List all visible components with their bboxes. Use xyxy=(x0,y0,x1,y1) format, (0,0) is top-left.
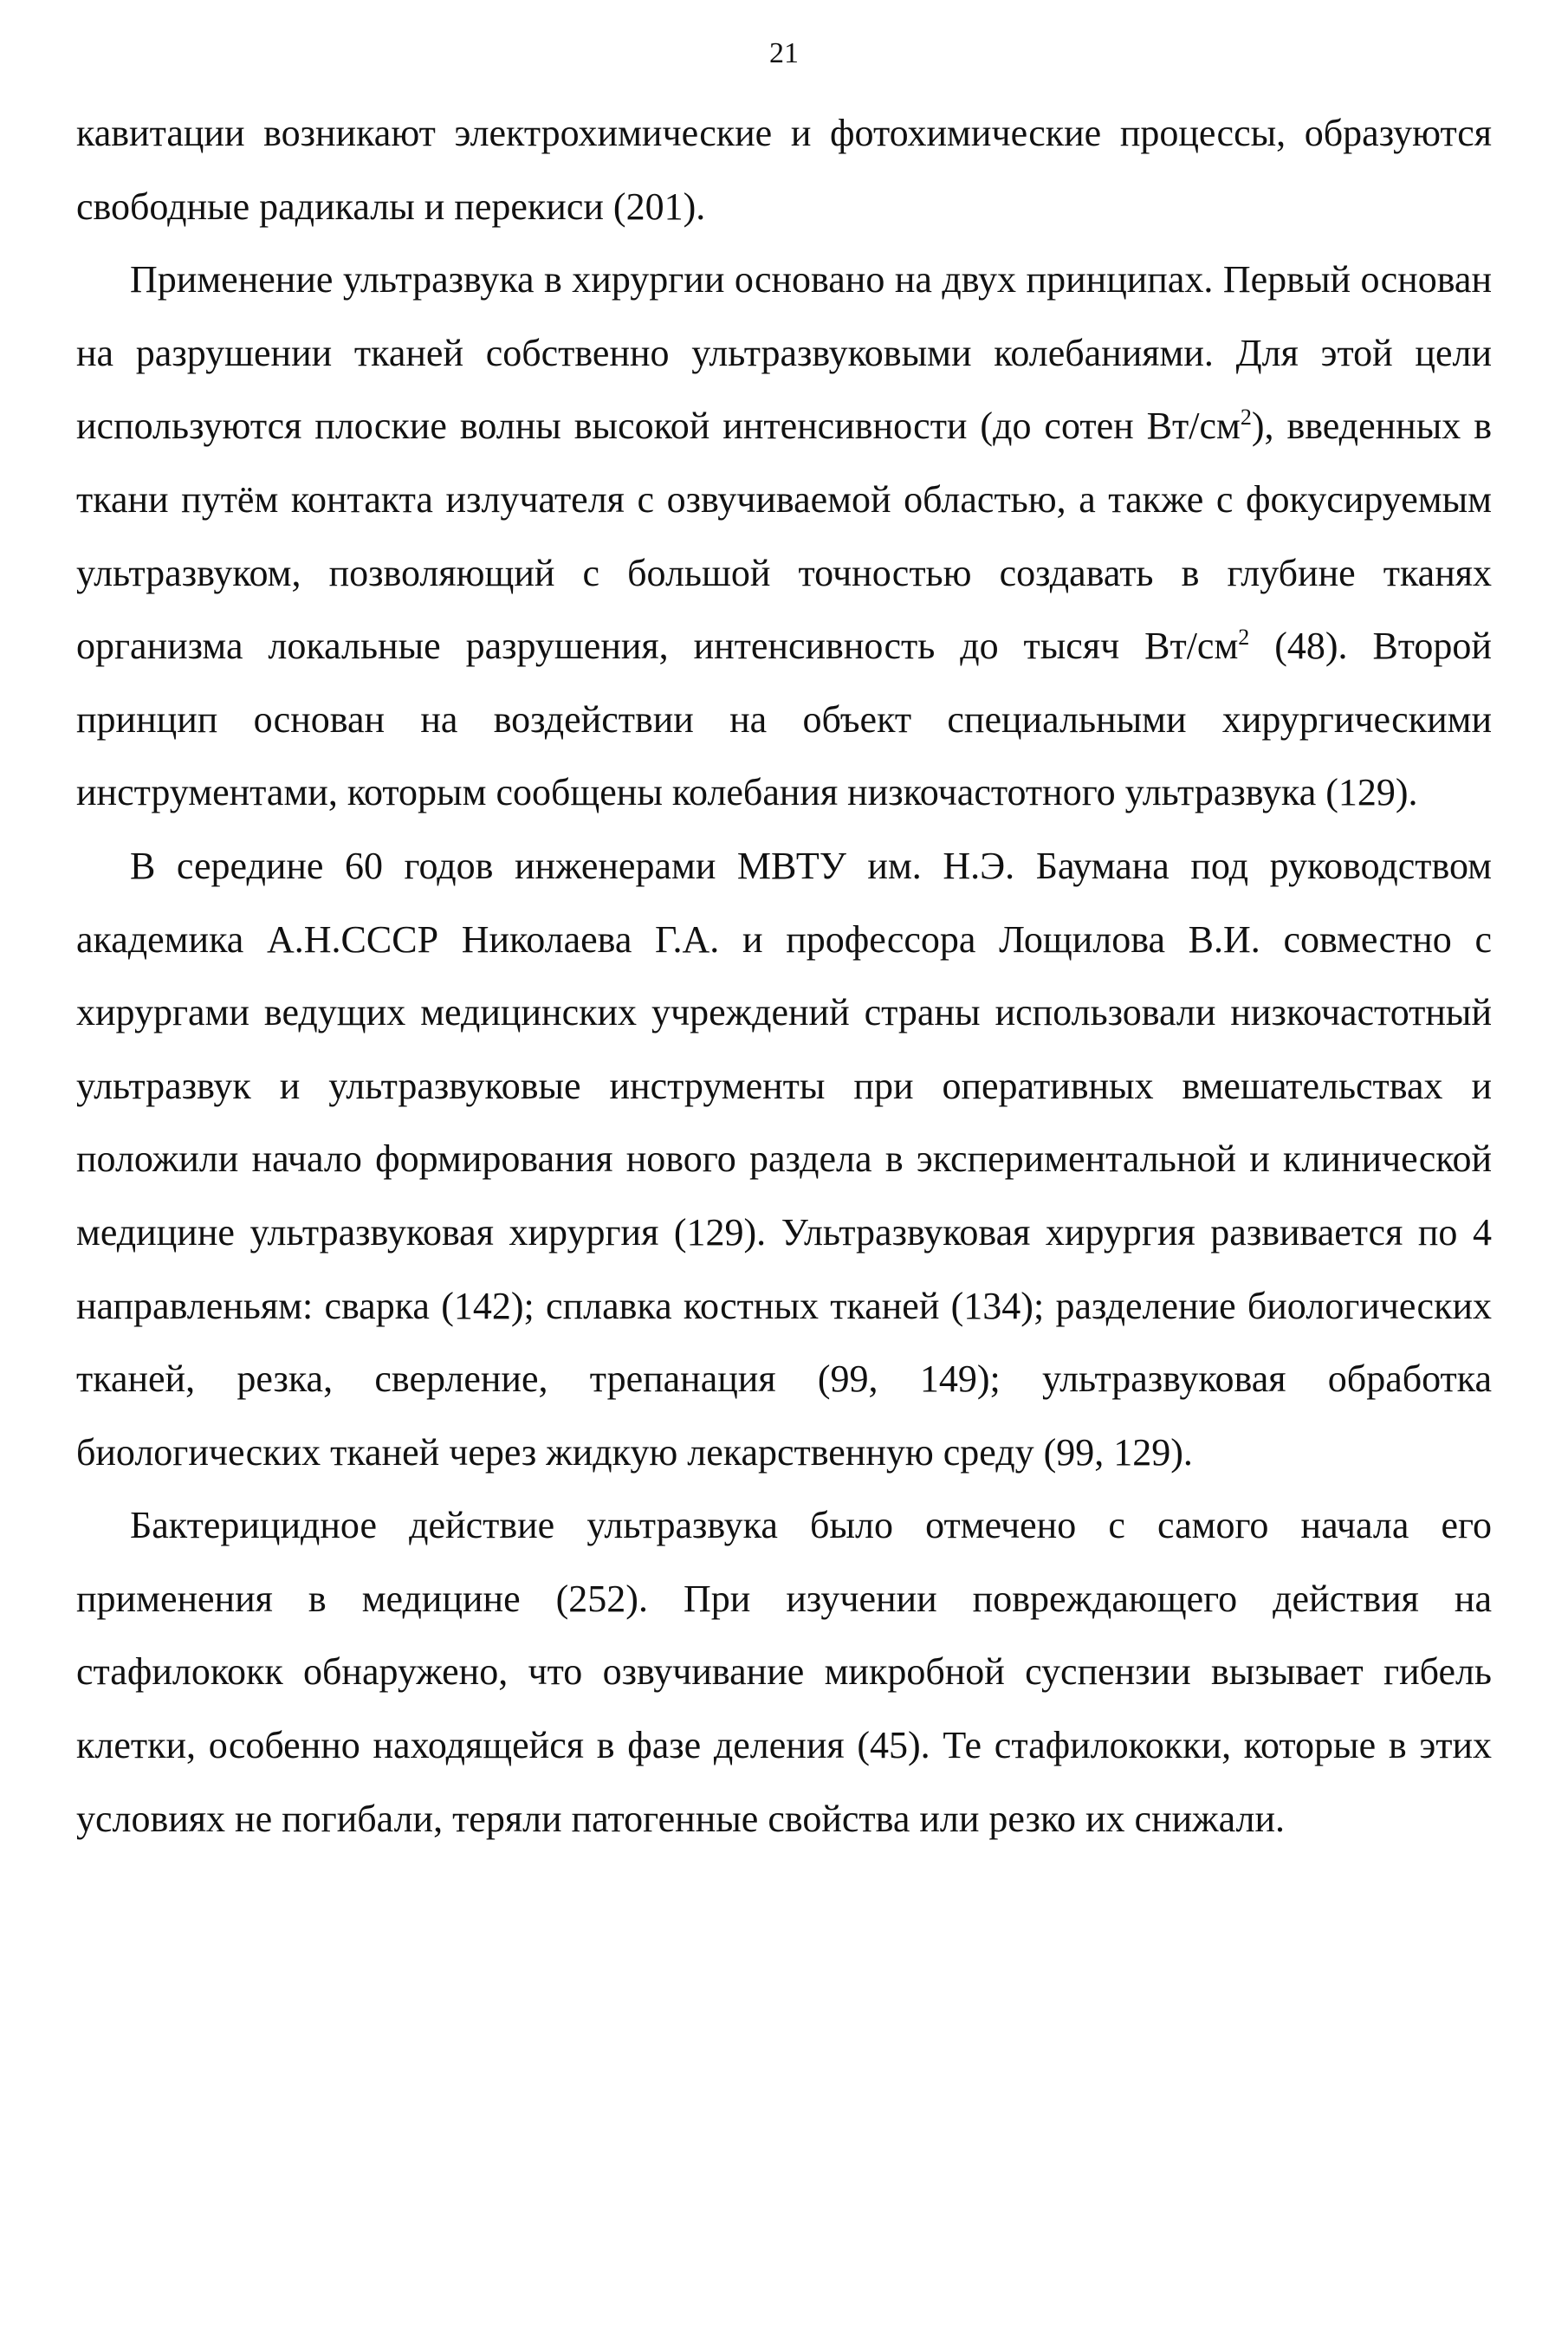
paragraph-3: В середине 60 годов инженерами МВТУ им. Н.Э. Баумана под руководством академика А.Н.СССР Николаева Г.А. и профессора Лощилова В.И. совместно с хирургами ведущих медицинских учреждений страны использовали низкочастотный ультразвук и ультразвуковые инструменты при оперативных вмешательствах и положили начало формирования нового раздела в экспериментальной и клинической медицине ультразвуковая хирургия (129). Ультразвуковая хирургия развивается по 4 направленьям: сварка (142); сплавка костных тканей (134); разделение биологических тканей, резка, сверление, трепанация (99, 149); ультразвуковая обработка биологических тканей через жидкую лекарственную среду (99, 129). xyxy=(76,844,1492,1474)
paragraph-2-text-b: ), введенных в ткани путём контакта излучателя с озвучиваемой областью, а также с фокусируемым ультразвуком, позволяющий с большой точностью создавать в глубине тканях организма локальные разрушения, интенсивность до тысяч Вт/см xyxy=(76,405,1492,668)
superscript-a: 2 xyxy=(1240,405,1252,431)
paragraph-2 xyxy=(76,243,1492,830)
paragraph-2-text-a: Применение ультразвука в хирургии основано на двух принципах. Первый основан на разрушении тканей собственно ультразвуковыми колебаниями. Для этой цели используются плоские волны высокой интенсивности (до сотен Вт/см xyxy=(76,258,1492,448)
paragraph-2-text-c: (48). Второй принцип основан на воздействии на объект специальными хирургическими инструментами, которым сообщены колебания низкочастотного ультразвука (129). xyxy=(76,625,1492,814)
superscript-b: 2 xyxy=(1238,625,1250,651)
paragraph-4: Бактерицидное действие ультразвука было отмечено с самого начала его применения в медицине (252). При изучении повреждающего действия на стафилококк обнаружено, что озвучивание микробной суспензии вызывает гибель клетки, особенно находящейся в фазе деления (45). Те стафилококки, которые в этих условиях не погибали, теряли патогенные свойства или резко их снижали. xyxy=(76,1504,1492,1840)
document-body xyxy=(76,97,1492,1856)
page-number: 21 xyxy=(769,37,799,69)
paragraph-1: кавитации возникают электрохимические и фотохимические процессы, образуются свободные радикалы и перекиси (201). xyxy=(76,112,1492,228)
